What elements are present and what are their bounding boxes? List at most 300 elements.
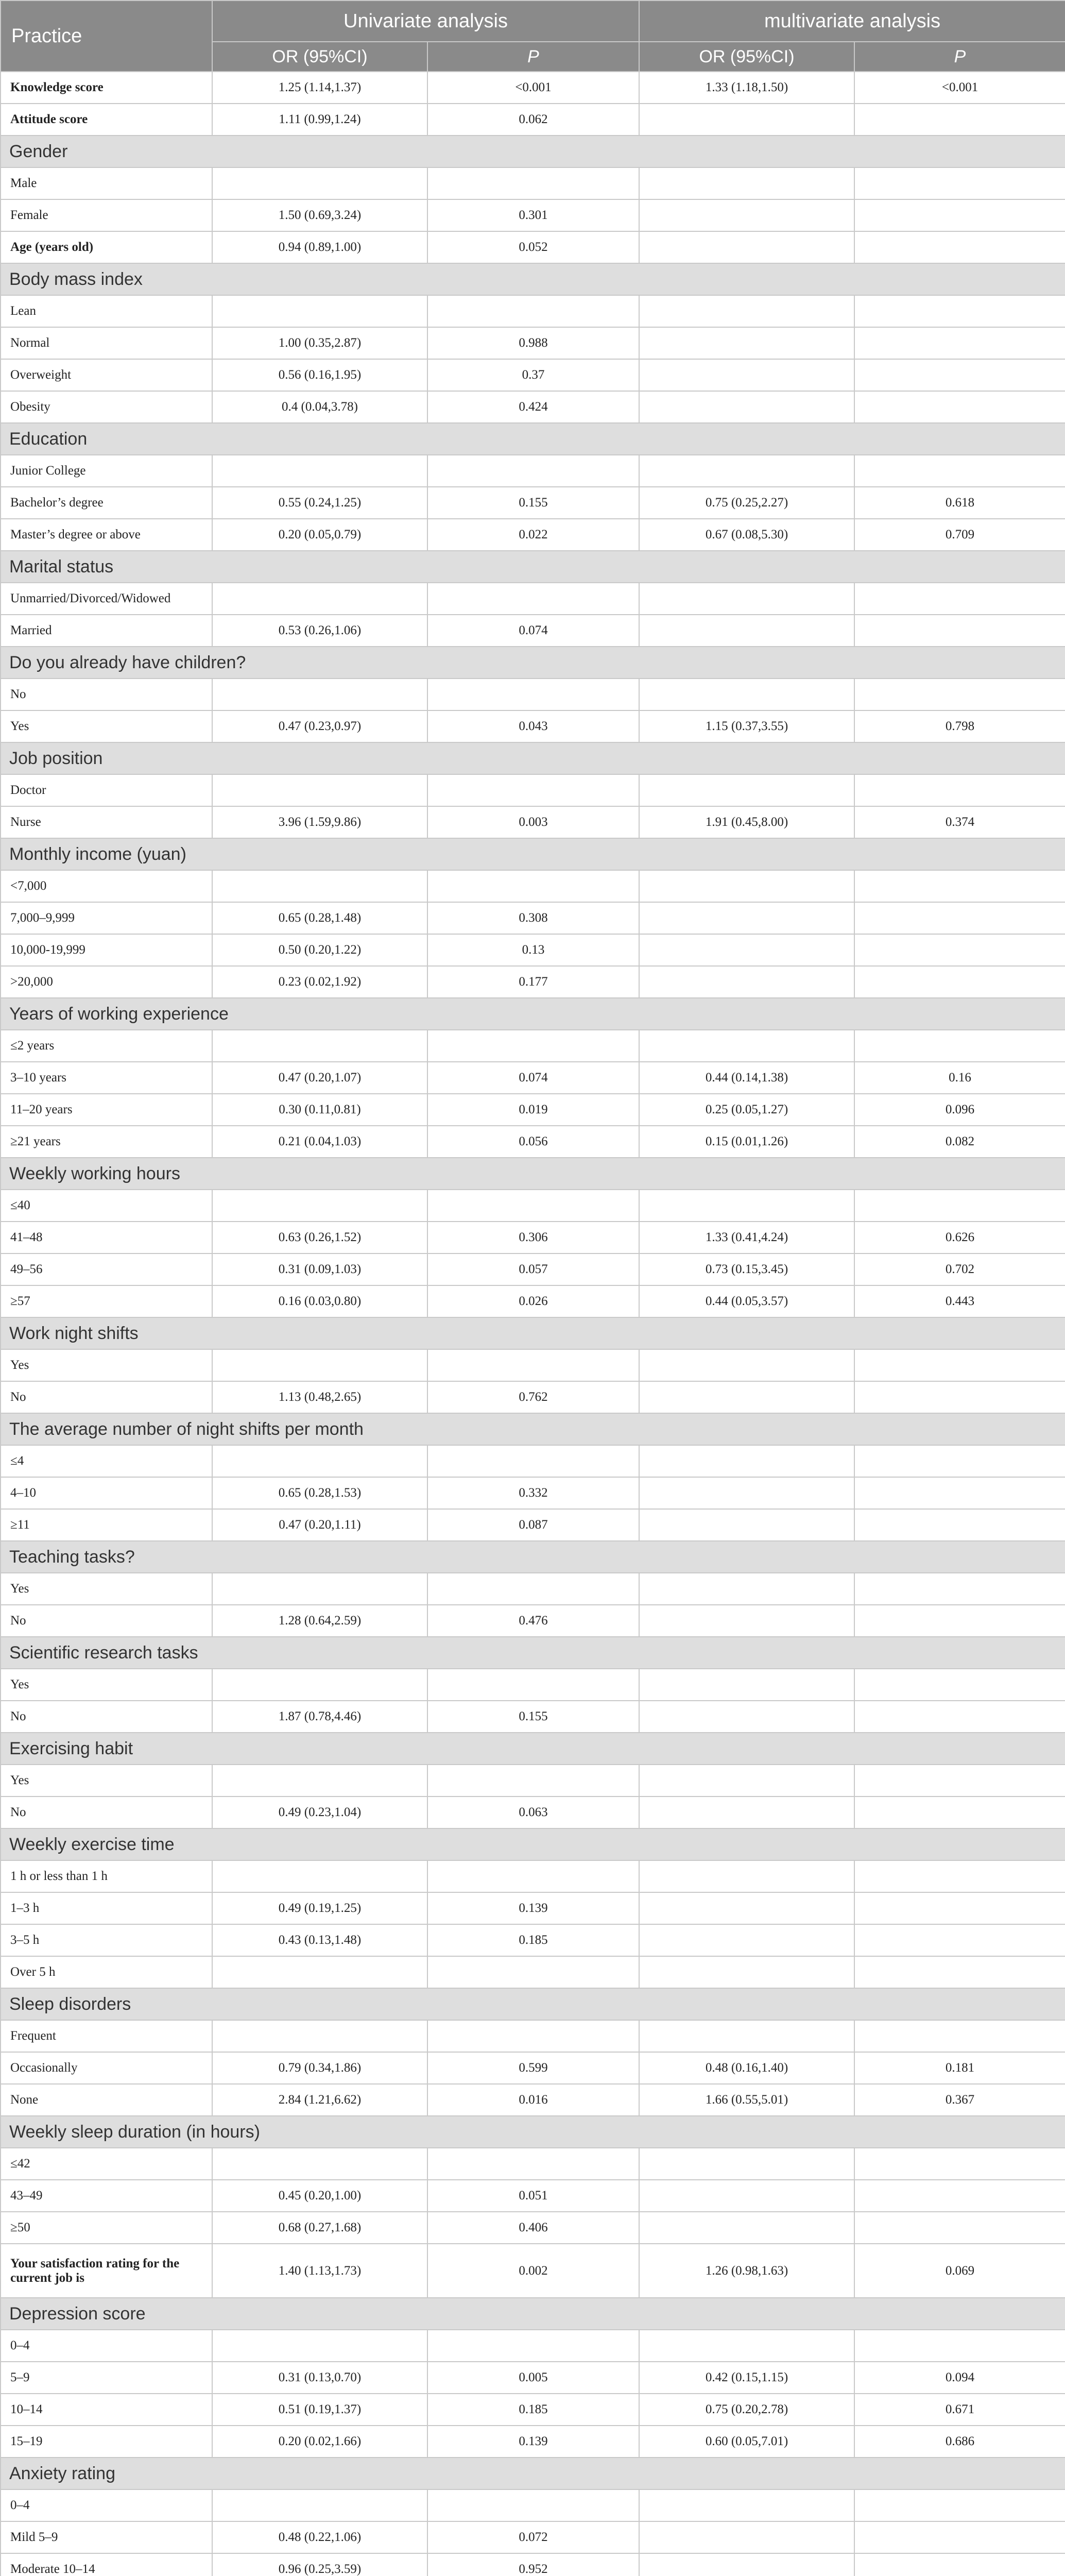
table-row [1, 391, 1065, 423]
univariate-p-cell: 0.185 [427, 1924, 639, 1956]
multivariate-p-cell [854, 104, 1065, 135]
multivariate-or-cell [639, 199, 854, 231]
univariate-p-cell: 0.155 [427, 487, 639, 519]
univariate-or-cell: 0.65 (0.28,1.53) [212, 1477, 427, 1509]
univariate-or-cell: 0.49 (0.19,1.25) [212, 1892, 427, 1924]
section-row [1, 1541, 1065, 1573]
row-label: Overweight [1, 359, 212, 391]
multivariate-p-cell [854, 1765, 1065, 1797]
row-label: ≤4 [1, 1445, 212, 1477]
row-label: Doctor [1, 774, 212, 806]
univariate-or-cell: 1.40 (1.13,1.73) [212, 2244, 427, 2298]
row-label: No [1, 1605, 212, 1637]
table-row [1, 2180, 1065, 2212]
univariate-p-cell: 0.022 [427, 519, 639, 551]
section-row [1, 2116, 1065, 2148]
univariate-p-cell: <0.001 [427, 72, 639, 104]
multivariate-or-cell: 0.73 (0.15,3.45) [639, 1253, 854, 1285]
univariate-p-cell: 0.988 [427, 327, 639, 359]
multivariate-p-cell: 0.094 [854, 2362, 1065, 2394]
univariate-or-cell: 0.50 (0.20,1.22) [212, 934, 427, 966]
univariate-or-cell [212, 870, 427, 902]
univariate-or-cell: 0.30 (0.11,0.81) [212, 1094, 427, 1126]
multivariate-or-cell: 1.33 (0.41,4.24) [639, 1222, 854, 1253]
multivariate-p-cell [854, 2330, 1065, 2362]
multivariate-or-cell [639, 1860, 854, 1892]
univariate-or-cell: 1.87 (0.78,4.46) [212, 1701, 427, 1733]
row-label: 10–14 [1, 2394, 212, 2426]
table-row [1, 1253, 1065, 1285]
multivariate-or-cell [639, 2553, 854, 2576]
table-body [1, 72, 1065, 2576]
univariate-p-cell: 0.052 [427, 231, 639, 263]
multivariate-p-cell: 0.618 [854, 487, 1065, 519]
table-row [1, 2362, 1065, 2394]
section-row [1, 742, 1065, 774]
multivariate-or-cell: 0.44 (0.14,1.38) [639, 1062, 854, 1094]
table-row [1, 487, 1065, 519]
multivariate-p-cell [854, 2180, 1065, 2212]
row-label: ≤40 [1, 1190, 212, 1222]
multivariate-or-cell [639, 2180, 854, 2212]
multivariate-p-cell [854, 327, 1065, 359]
univariate-or-cell [212, 295, 427, 327]
univariate-p-cell: 0.332 [427, 1477, 639, 1509]
table-row [1, 1860, 1065, 1892]
multivariate-p-cell [854, 1956, 1065, 1988]
univariate-p-header: P [427, 42, 639, 72]
section-row [1, 1413, 1065, 1445]
section-row [1, 1317, 1065, 1349]
multivariate-or-cell: 0.75 (0.20,2.78) [639, 2394, 854, 2426]
practice-header: Practice [1, 1, 212, 72]
multivariate-or-cell [639, 167, 854, 199]
table-row [1, 455, 1065, 487]
multivariate-p-cell: 0.626 [854, 1222, 1065, 1253]
multivariate-or-cell: 1.91 (0.45,8.00) [639, 806, 854, 838]
multivariate-or-cell [639, 1573, 854, 1605]
section-row [1, 551, 1065, 583]
table-row [1, 72, 1065, 104]
univariate-p-cell: 0.057 [427, 1253, 639, 1285]
multivariate-p-cell: 0.181 [854, 2052, 1065, 2084]
multivariate-p-cell: 0.069 [854, 2244, 1065, 2298]
multivariate-p-cell: 0.374 [854, 806, 1065, 838]
table-row [1, 1030, 1065, 1062]
multivariate-p-cell [854, 1030, 1065, 1062]
row-label: No [1, 1381, 212, 1413]
section-label: Job position [1, 742, 1065, 774]
univariate-p-cell: 0.406 [427, 2212, 639, 2244]
section-label: Monthly income (yuan) [1, 838, 1065, 870]
multivariate-or-cell: 1.66 (0.55,5.01) [639, 2084, 854, 2116]
multivariate-p-cell [854, 231, 1065, 263]
table-row [1, 1892, 1065, 1924]
multivariate-p-cell [854, 679, 1065, 710]
table-row [1, 2052, 1065, 2084]
multivariate-p-cell [854, 902, 1065, 934]
multivariate-p-cell [854, 359, 1065, 391]
multivariate-or-cell [639, 2148, 854, 2180]
table-row [1, 870, 1065, 902]
row-label: Bachelor’s degree [1, 487, 212, 519]
row-label: 7,000–9,999 [1, 902, 212, 934]
univariate-p-cell [427, 295, 639, 327]
univariate-or-cell: 0.79 (0.34,1.86) [212, 2052, 427, 2084]
multivariate-p-cell: <0.001 [854, 72, 1065, 104]
table-row [1, 2394, 1065, 2426]
table-row [1, 710, 1065, 742]
univariate-or-cell: 0.55 (0.24,1.25) [212, 487, 427, 519]
table-row [1, 231, 1065, 263]
univariate-p-cell [427, 455, 639, 487]
row-label: 5–9 [1, 2362, 212, 2394]
row-label: Knowledge score [1, 72, 212, 104]
multivariate-p-cell [854, 1477, 1065, 1509]
multivariate-or-cell [639, 391, 854, 423]
univariate-or-cell: 0.68 (0.27,1.68) [212, 2212, 427, 2244]
univariate-p-cell: 0.062 [427, 104, 639, 135]
univariate-or-cell: 0.4 (0.04,3.78) [212, 391, 427, 423]
univariate-p-cell: 0.002 [427, 2244, 639, 2298]
univariate-p-cell [427, 2148, 639, 2180]
univariate-p-cell [427, 1669, 639, 1701]
multivariate-p-cell: 0.443 [854, 1285, 1065, 1317]
multivariate-p-cell [854, 295, 1065, 327]
row-label: 3–5 h [1, 1924, 212, 1956]
multivariate-or-cell: 1.33 (1.18,1.50) [639, 72, 854, 104]
multivariate-or-cell [639, 1349, 854, 1381]
multivariate-or-cell [639, 2212, 854, 2244]
table-row [1, 2330, 1065, 2362]
multivariate-p-cell [854, 1445, 1065, 1477]
section-label: Do you already have children? [1, 647, 1065, 679]
univariate-p-cell: 0.074 [427, 1062, 639, 1094]
multivariate-p-cell [854, 391, 1065, 423]
row-label: 41–48 [1, 1222, 212, 1253]
table-row [1, 1222, 1065, 1253]
table-row [1, 1062, 1065, 1094]
univariate-or-cell: 1.11 (0.99,1.24) [212, 104, 427, 135]
univariate-p-cell: 0.003 [427, 806, 639, 838]
section-label: Weekly working hours [1, 1158, 1065, 1190]
row-label: Nurse [1, 806, 212, 838]
multivariate-p-cell [854, 934, 1065, 966]
univariate-p-cell: 0.155 [427, 1701, 639, 1733]
section-label: Exercising habit [1, 1733, 1065, 1765]
row-label: 49–56 [1, 1253, 212, 1285]
table-row [1, 2212, 1065, 2244]
table-row [1, 1126, 1065, 1158]
multivariate-p-cell [854, 1924, 1065, 1956]
row-label: Yes [1, 1573, 212, 1605]
multivariate-or-cell [639, 870, 854, 902]
multivariate-p-cell: 0.671 [854, 2394, 1065, 2426]
multivariate-or-cell: 0.25 (0.05,1.27) [639, 1094, 854, 1126]
table-row [1, 966, 1065, 998]
multivariate-or-cell: 0.67 (0.08,5.30) [639, 519, 854, 551]
multivariate-or-cell [639, 359, 854, 391]
univariate-or-cell [212, 1956, 427, 1988]
table-row [1, 774, 1065, 806]
multivariate-or-cell [639, 1956, 854, 1988]
row-label: Attitude score [1, 104, 212, 135]
univariate-p-cell: 0.952 [427, 2553, 639, 2576]
row-label: ≥50 [1, 2212, 212, 2244]
table-row [1, 2084, 1065, 2116]
row-label: 15–19 [1, 2426, 212, 2458]
row-label: Master’s degree or above [1, 519, 212, 551]
section-row [1, 1733, 1065, 1765]
univariate-p-cell [427, 870, 639, 902]
row-label: Male [1, 167, 212, 199]
row-label: 11–20 years [1, 1094, 212, 1126]
univariate-or-cell: 2.84 (1.21,6.62) [212, 2084, 427, 2116]
multivariate-or-cell [639, 1030, 854, 1062]
multivariate-p-cell: 0.798 [854, 710, 1065, 742]
univariate-p-cell [427, 1860, 639, 1892]
univariate-p-cell: 0.056 [427, 1126, 639, 1158]
table-row [1, 1509, 1065, 1541]
univariate-p-cell: 0.185 [427, 2394, 639, 2426]
multivariate-p-cell [854, 2020, 1065, 2052]
univariate-or-cell [212, 1030, 427, 1062]
univariate-p-cell [427, 679, 639, 710]
section-row [1, 647, 1065, 679]
table-row [1, 1094, 1065, 1126]
univariate-or-cell: 0.21 (0.04,1.03) [212, 1126, 427, 1158]
table-row [1, 2148, 1065, 2180]
univariate-p-cell [427, 2489, 639, 2521]
multivariate-or-cell [639, 231, 854, 263]
multivariate-p-cell [854, 1701, 1065, 1733]
table-row [1, 1477, 1065, 1509]
row-label: ≥21 years [1, 1126, 212, 1158]
multivariate-p-cell [854, 1860, 1065, 1892]
section-row [1, 1988, 1065, 2020]
univariate-or-cell: 0.96 (0.25,3.59) [212, 2553, 427, 2576]
multivariate-p-cell [854, 1349, 1065, 1381]
univariate-or-cell: 0.20 (0.05,0.79) [212, 519, 427, 551]
multivariate-p-cell [854, 1509, 1065, 1541]
univariate-or-cell: 0.16 (0.03,0.80) [212, 1285, 427, 1317]
section-label: Teaching tasks? [1, 1541, 1065, 1573]
univariate-or-cell [212, 167, 427, 199]
univariate-or-cell: 0.49 (0.23,1.04) [212, 1797, 427, 1828]
row-label: Occasionally [1, 2052, 212, 2084]
multivariate-or-cell [639, 1445, 854, 1477]
row-label: Junior College [1, 455, 212, 487]
row-label: None [1, 2084, 212, 2116]
table-row [1, 583, 1065, 615]
multivariate-p-cell: 0.367 [854, 2084, 1065, 2116]
row-label: 10,000-19,999 [1, 934, 212, 966]
univariate-p-cell: 0.37 [427, 359, 639, 391]
univariate-or-cell: 0.23 (0.02,1.92) [212, 966, 427, 998]
univariate-p-cell [427, 1349, 639, 1381]
multivariate-p-cell [854, 1573, 1065, 1605]
univariate-or-cell: 1.25 (1.14,1.37) [212, 72, 427, 104]
univariate-or-cell [212, 1349, 427, 1381]
multivariate-p-cell [854, 1190, 1065, 1222]
section-label: Weekly exercise time [1, 1828, 1065, 1860]
multivariate-p-cell: 0.702 [854, 1253, 1065, 1285]
univariate-or-cell: 0.51 (0.19,1.37) [212, 2394, 427, 2426]
multivariate-or-cell [639, 2489, 854, 2521]
univariate-or-cell: 3.96 (1.59,9.86) [212, 806, 427, 838]
univariate-p-cell: 0.005 [427, 2362, 639, 2394]
table-row [1, 2489, 1065, 2521]
table-row [1, 1381, 1065, 1413]
row-label: Mild 5–9 [1, 2521, 212, 2553]
row-label: ≥11 [1, 1509, 212, 1541]
multivariate-or-cell [639, 1509, 854, 1541]
row-label: Yes [1, 710, 212, 742]
table-row [1, 359, 1065, 391]
table-header [1, 1, 1065, 72]
table-row [1, 1701, 1065, 1733]
univariate-or-cell: 1.28 (0.64,2.59) [212, 1605, 427, 1637]
section-row [1, 1637, 1065, 1669]
table-row [1, 1190, 1065, 1222]
univariate-p-cell: 0.051 [427, 2180, 639, 2212]
table-row [1, 1797, 1065, 1828]
multivariate-or-cell [639, 1605, 854, 1637]
multivariate-p-cell: 0.686 [854, 2426, 1065, 2458]
section-row [1, 838, 1065, 870]
univariate-p-cell [427, 1573, 639, 1605]
multivariate-p-cell: 0.096 [854, 1094, 1065, 1126]
row-label: 1 h or less than 1 h [1, 1860, 212, 1892]
univariate-p-cell: 0.074 [427, 615, 639, 647]
row-label: No [1, 679, 212, 710]
univariate-p-cell: 0.476 [427, 1605, 639, 1637]
univariate-p-cell: 0.301 [427, 199, 639, 231]
row-label: Yes [1, 1349, 212, 1381]
univariate-p-cell: 0.139 [427, 1892, 639, 1924]
multivariate-or-cell [639, 1924, 854, 1956]
multivariate-p-cell [854, 167, 1065, 199]
multivariate-p-cell: 0.709 [854, 519, 1065, 551]
multivariate-or-cell [639, 455, 854, 487]
univariate-p-cell: 0.043 [427, 710, 639, 742]
multivariate-or-cell [639, 966, 854, 998]
univariate-p-cell: 0.139 [427, 2426, 639, 2458]
multivariate-p-cell [854, 774, 1065, 806]
univariate-p-cell [427, 1445, 639, 1477]
row-label: Moderate 10–14 [1, 2553, 212, 2576]
multivariate-p-cell [854, 966, 1065, 998]
multivariate-p-cell [854, 1892, 1065, 1924]
univariate-p-cell: 0.063 [427, 1797, 639, 1828]
univariate-or-cell: 0.65 (0.28,1.48) [212, 902, 427, 934]
row-label: <7,000 [1, 870, 212, 902]
row-label: 0–4 [1, 2489, 212, 2521]
univariate-p-cell [427, 1030, 639, 1062]
multivariate-or-cell [639, 295, 854, 327]
section-label: Years of working experience [1, 998, 1065, 1030]
section-label: Marital status [1, 551, 1065, 583]
univariate-or-header: OR (95%CI) [212, 42, 427, 72]
row-label: Normal [1, 327, 212, 359]
univariate-p-cell: 0.087 [427, 1509, 639, 1541]
univariate-or-cell: 0.20 (0.02,1.66) [212, 2426, 427, 2458]
table-row [1, 2553, 1065, 2576]
table-row [1, 806, 1065, 838]
multivariate-or-cell [639, 1892, 854, 1924]
univariate-p-cell: 0.177 [427, 966, 639, 998]
univariate-or-cell: 0.48 (0.22,1.06) [212, 2521, 427, 2553]
univariate-or-cell: 1.00 (0.35,2.87) [212, 327, 427, 359]
univariate-or-cell [212, 2489, 427, 2521]
univariate-or-cell [212, 2330, 427, 2362]
row-label: Lean [1, 295, 212, 327]
table-row [1, 104, 1065, 135]
multivariate-or-cell [639, 583, 854, 615]
multivariate-or-cell: 0.48 (0.16,1.40) [639, 2052, 854, 2084]
univariate-or-cell: 0.47 (0.20,1.11) [212, 1509, 427, 1541]
multivariate-or-cell [639, 2330, 854, 2362]
multivariate-p-header: P [854, 42, 1065, 72]
univariate-p-cell: 0.308 [427, 902, 639, 934]
univariate-p-cell: 0.424 [427, 391, 639, 423]
row-label: 3–10 years [1, 1062, 212, 1094]
multivariate-or-cell: 0.44 (0.05,3.57) [639, 1285, 854, 1317]
section-row [1, 2298, 1065, 2330]
row-label: 1–3 h [1, 1892, 212, 1924]
table-row [1, 2244, 1065, 2298]
univariate-p-cell [427, 583, 639, 615]
table-row [1, 902, 1065, 934]
univariate-p-cell [427, 2330, 639, 2362]
multivariate-or-cell [639, 1797, 854, 1828]
table-row [1, 2521, 1065, 2553]
univariate-or-cell: 0.94 (0.89,1.00) [212, 231, 427, 263]
table-row [1, 199, 1065, 231]
multivariate-p-cell [854, 1605, 1065, 1637]
multivariate-or-cell: 0.60 (0.05,7.01) [639, 2426, 854, 2458]
multivariate-or-cell: 0.75 (0.25,2.27) [639, 487, 854, 519]
table-row [1, 1349, 1065, 1381]
univariate-or-cell: 0.47 (0.23,0.97) [212, 710, 427, 742]
univariate-or-cell [212, 583, 427, 615]
table-row [1, 1765, 1065, 1797]
row-label: Age (years old) [1, 231, 212, 263]
multivariate-p-cell [854, 2553, 1065, 2576]
section-row [1, 1828, 1065, 1860]
row-label: >20,000 [1, 966, 212, 998]
univariate-p-cell [427, 1190, 639, 1222]
row-label: No [1, 1797, 212, 1828]
section-label: Work night shifts [1, 1317, 1065, 1349]
row-label: Female [1, 199, 212, 231]
multivariate-or-cell [639, 327, 854, 359]
row-label: ≤42 [1, 2148, 212, 2180]
table-row [1, 934, 1065, 966]
row-label: Yes [1, 1669, 212, 1701]
multivariate-or-cell [639, 1477, 854, 1509]
section-row [1, 998, 1065, 1030]
section-label: Body mass index [1, 263, 1065, 295]
univariate-or-cell: 0.45 (0.20,1.00) [212, 2180, 427, 2212]
multivariate-or-cell [639, 615, 854, 647]
multivariate-or-cell [639, 902, 854, 934]
row-label: Unmarried/Divorced/Widowed [1, 583, 212, 615]
univariate-or-cell [212, 1765, 427, 1797]
multivariate-or-cell [639, 1381, 854, 1413]
table-row [1, 2020, 1065, 2052]
row-label: ≤2 years [1, 1030, 212, 1062]
